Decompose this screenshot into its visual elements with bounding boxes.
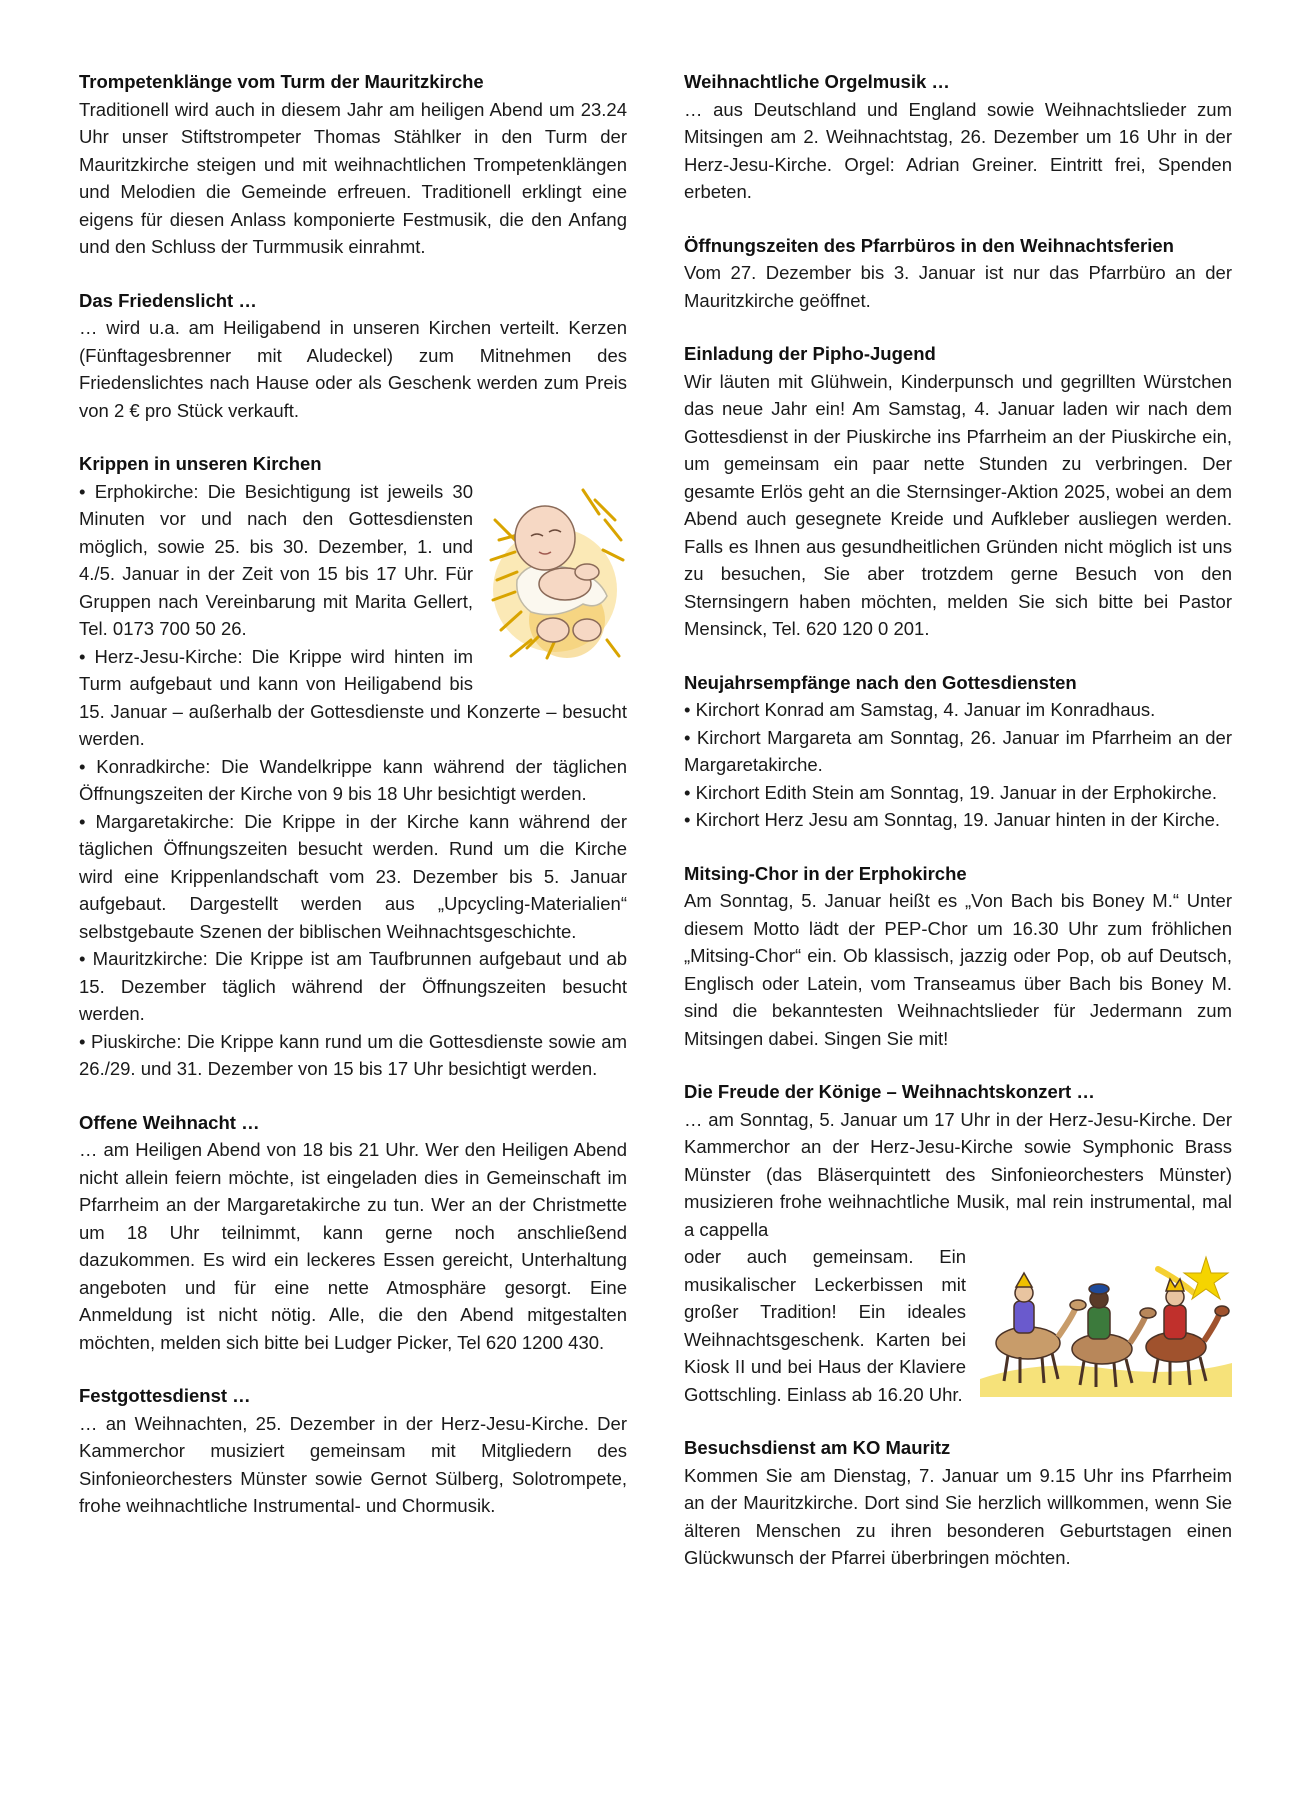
section-pipho xyxy=(684,340,1232,643)
section-title: Einladung der Pipho-Jugend xyxy=(684,343,936,364)
list-item: • Mauritzkirche: Die Krippe ist am Taufbrunnen aufgebaut und ab 15. Dezember täglich während der Öffnungszeiten besucht werden. xyxy=(79,945,627,1028)
list-item: • Herz-Jesu-Kirche: Die Krippe wird hinten im Turm aufgebaut und kann von Heiligabend bis 15. Januar – außerhalb der Gottesdienste und Konzerte – besucht werden. xyxy=(79,643,627,753)
section-body: Traditionell wird auch in diesem Jahr am heiligen Abend um 23.24 Uhr unser Stiftstrompeter Thomas Stählker in den Turm der Mauritzkirche steigen und mit weihnachtlichen Trompetenklängen und Melodien die Gemeinde erfreuen. Traditionell erklingt eine eigens für diesen Anlass komponierte Festmusik, die den Anfang und den Schluss der Turmmusik einrahmt. xyxy=(79,98,627,257)
section-body: … am Sonntag, 5. Januar um 17 Uhr in der Herz-Jesu-Kirche. Der Kammerchor an der Herz-Jesu-Kirche sowie Symphonic Brass Münster (das Bläserquintett des Sinfonieorchesters Münster) musizieren frohe weihnachtliche Musik, mal rein instrumental, mal a cappella xyxy=(684,1108,1232,1240)
section-festgottesdienst xyxy=(79,1382,627,1520)
section-mitsing xyxy=(684,860,1232,1053)
section-orgelmusik xyxy=(684,68,1232,206)
section-title: Krippen in unseren Kirchen xyxy=(79,453,322,474)
section-title: Mitsing-Chor in der Erphokirche xyxy=(684,862,967,884)
section-neujahr xyxy=(684,669,1232,834)
list-item: • Piuskirche: Die Krippe kann rund um die Gottesdienste sowie am 26./29. und 31. Dezember von 15 bis 17 Uhr besichtigt werden. xyxy=(79,1028,627,1083)
list-item: • Margaretakirche: Die Krippe in der Kirche kann während der täglichen Öffnungszeiten besucht werden. Rund um die Kirche wird eine Krippenlandschaft vom 23. Dezember bis 5. Januar aufgebaut. Dargestellt werden aus „Upcycling-Materialien“ selbstgebaute Szenen der biblischen Weihnachtsgeschichte. xyxy=(79,808,627,946)
section-title: Festgottesdienst … xyxy=(79,1385,251,1406)
section-title: Das Friedenslicht … xyxy=(79,289,257,311)
list-item: • Kirchort Edith Stein am Sonntag, 19. Januar in der Erphokirche. xyxy=(684,779,1232,807)
section-body: … wird u.a. am Heiligabend in unseren Kirchen verteilt. Kerzen (Fünftagesbrenner mit Aludeckel) zum Mitnehmen des Friedenslichtes nach Hause oder als Geschenk werden zum Preis von 2 € pro Stück verkauft. xyxy=(79,317,627,421)
section-body: … aus Deutschland und England sowie Weihnachtslieder zum Mitsingen am 2. Weihnachtstag, 26. Dezember um 16 Uhr in der Herz-Jesu-Kirche. Orgel: Adrian Greiner. Eintritt frei, Spenden erbeten. xyxy=(684,98,1232,202)
section-pfarrbuero xyxy=(684,232,1232,315)
section-offene-weihnacht xyxy=(79,1109,627,1357)
section-friedenslicht xyxy=(79,287,627,425)
list-item: • Kirchort Konrad am Samstag, 4. Januar im Konradhaus. xyxy=(684,696,1232,724)
section-body: Vom 27. Dezember bis 3. Januar ist nur das Pfarrbüro an der Mauritzkirche geöffnet. xyxy=(684,262,1232,311)
section-title: Öffnungszeiten des Pfarrbüros in den Weihnachtsferien xyxy=(684,234,1174,256)
section-koenige xyxy=(684,1078,1232,1408)
baby-in-manger-illustration xyxy=(487,480,627,675)
right-column xyxy=(684,68,1232,1598)
list-item: • Erphokirche: Die Besichtigung ist jeweils 30 Minuten vor und nach den Gottesdiensten möglich, sowie 25. bis 30. Dezember, 1. und 4./5. Januar in der Zeit von 15 bis 17 Uhr. Für Gruppen nach Vereinbarung mit Marita Gellert, Tel. 0173 700 50 26. xyxy=(79,478,627,643)
section-title: Neujahrsempfänge nach den Gottesdiensten xyxy=(684,671,1077,693)
section-title: Weihnachtliche Orgelmusik … xyxy=(684,71,950,92)
kings-icon xyxy=(980,1247,1232,1397)
section-body: Am Sonntag, 5. Januar heißt es „Von Bach bis Boney M.“ Unter diesem Motto lädt der PEP-Chor um 16.30 Uhr zum fröhlichen „Mitsing-Chor“ ein. Ob klassisch, jazzig oder Pop, ob auf Deutsch, Englisch oder Latein, vom Transeamus über Bach bis Boney M. sind die bekanntesten Weihnachtslieder für Jedermann zum Mitsingen dabei. Singen Sie mit! xyxy=(684,890,1232,1049)
section-body: … am Heiligen Abend von 18 bis 21 Uhr. Wer den Heiligen Abend nicht allein feiern möchte, ist eingeladen dies in Gemeinschaft im Pfarrheim an der Margaretakirche zu tun. Wer an der Christmette um 18 Uhr teilnimmt, kann gerne noch anschließend dazukommen. Es wird ein leckeres Essen gereicht, Unterhaltung angeboten und für eine nette Atmosphäre gesorgt. Eine Anmeldung ist nicht nötig. Alle, die den Abend mitgestalten möchten, melden sich bitte bei Ludger Picker, Tel 620 1200 430. xyxy=(79,1139,627,1353)
list-item: • Kirchort Herz Jesu am Sonntag, 19. Januar hinten in der Kirche. xyxy=(684,806,1232,834)
section-title: Besuchsdienst am KO Mauritz xyxy=(684,1437,951,1458)
list-item: • Konradkirche: Die Wandelkrippe kann während der täglichen Öffnungszeiten der Kirche von 9 bis 18 Uhr besichtigt werden. xyxy=(79,753,627,808)
section-body: Kommen Sie am Dienstag, 7. Januar um 9.15 Uhr ins Pfarrheim an der Mauritzkirche. Dort sind Sie herzlich willkommen, wenn Sie älteren Menschen zu ihren besonderen Geburtstagen einen Glückwunsch der Pfarrei überbringen möchten. xyxy=(684,1464,1232,1568)
list-item: • Kirchort Margareta am Sonntag, 26. Januar im Pfarrheim an der Margaretakirche. xyxy=(684,724,1232,779)
section-title: Trompetenklänge vom Turm der Mauritzkirche xyxy=(79,71,484,92)
left-column xyxy=(79,68,627,1546)
neujahr-list xyxy=(684,696,1232,834)
section-body: oder auch gemeinsam. Ein musikalischer Leckerbissen mit großer Tradition! Ein ideales Weihnachtsgeschenk. Karten bei Kiosk II und bei Haus der Klaviere Gottschling. Einlass ab 16.20 Uhr. xyxy=(684,1246,966,1405)
section-body: … an Weihnachten, 25. Dezember in der Herz-Jesu-Kirche. Der Kammerchor musiziert gemeinsam mit Mitgliedern des Sinfonieorchesters Münster sowie Gernot Sülberg, Solotrompete, frohe weihnachtliche Instrumental- und Chormusik. xyxy=(79,1412,627,1516)
section-trompeten xyxy=(79,68,627,261)
section-besuchsdienst xyxy=(684,1434,1232,1572)
three-kings-on-camels-illustration xyxy=(980,1247,1232,1402)
section-body: Wir läuten mit Glühwein, Kinderpunsch und gegrillten Würstchen das neue Jahr ein! Am Samstag, 4. Januar laden wir nach dem Gottesdienst in der Piuskirche ins Pfarrheim an der Piuskirche ein, um gemeinsam ein paar nette Stunden zu verbringen. Der gesamte Erlös geht an die Sternsinger-Aktion 2025, wobei an dem Abend auch gesegnete Kreide und Aufkleber ausliegen werden. Falls es Ihnen aus gesundheitlichen Gründen nicht möglich ist uns zu besuchen, Sie aber trotzdem gerne Besuch von den Sternsingern haben möchten, melden Sie sich bitte bei Pastor Mensinck, Tel. 620 120 0 201. xyxy=(684,370,1232,639)
section-title: Die Freude der Könige – Weihnachtskonzert … xyxy=(684,1081,1095,1102)
section-title: Offene Weihnacht … xyxy=(79,1111,260,1133)
baby-icon xyxy=(487,480,627,670)
section-krippen xyxy=(79,450,627,1083)
